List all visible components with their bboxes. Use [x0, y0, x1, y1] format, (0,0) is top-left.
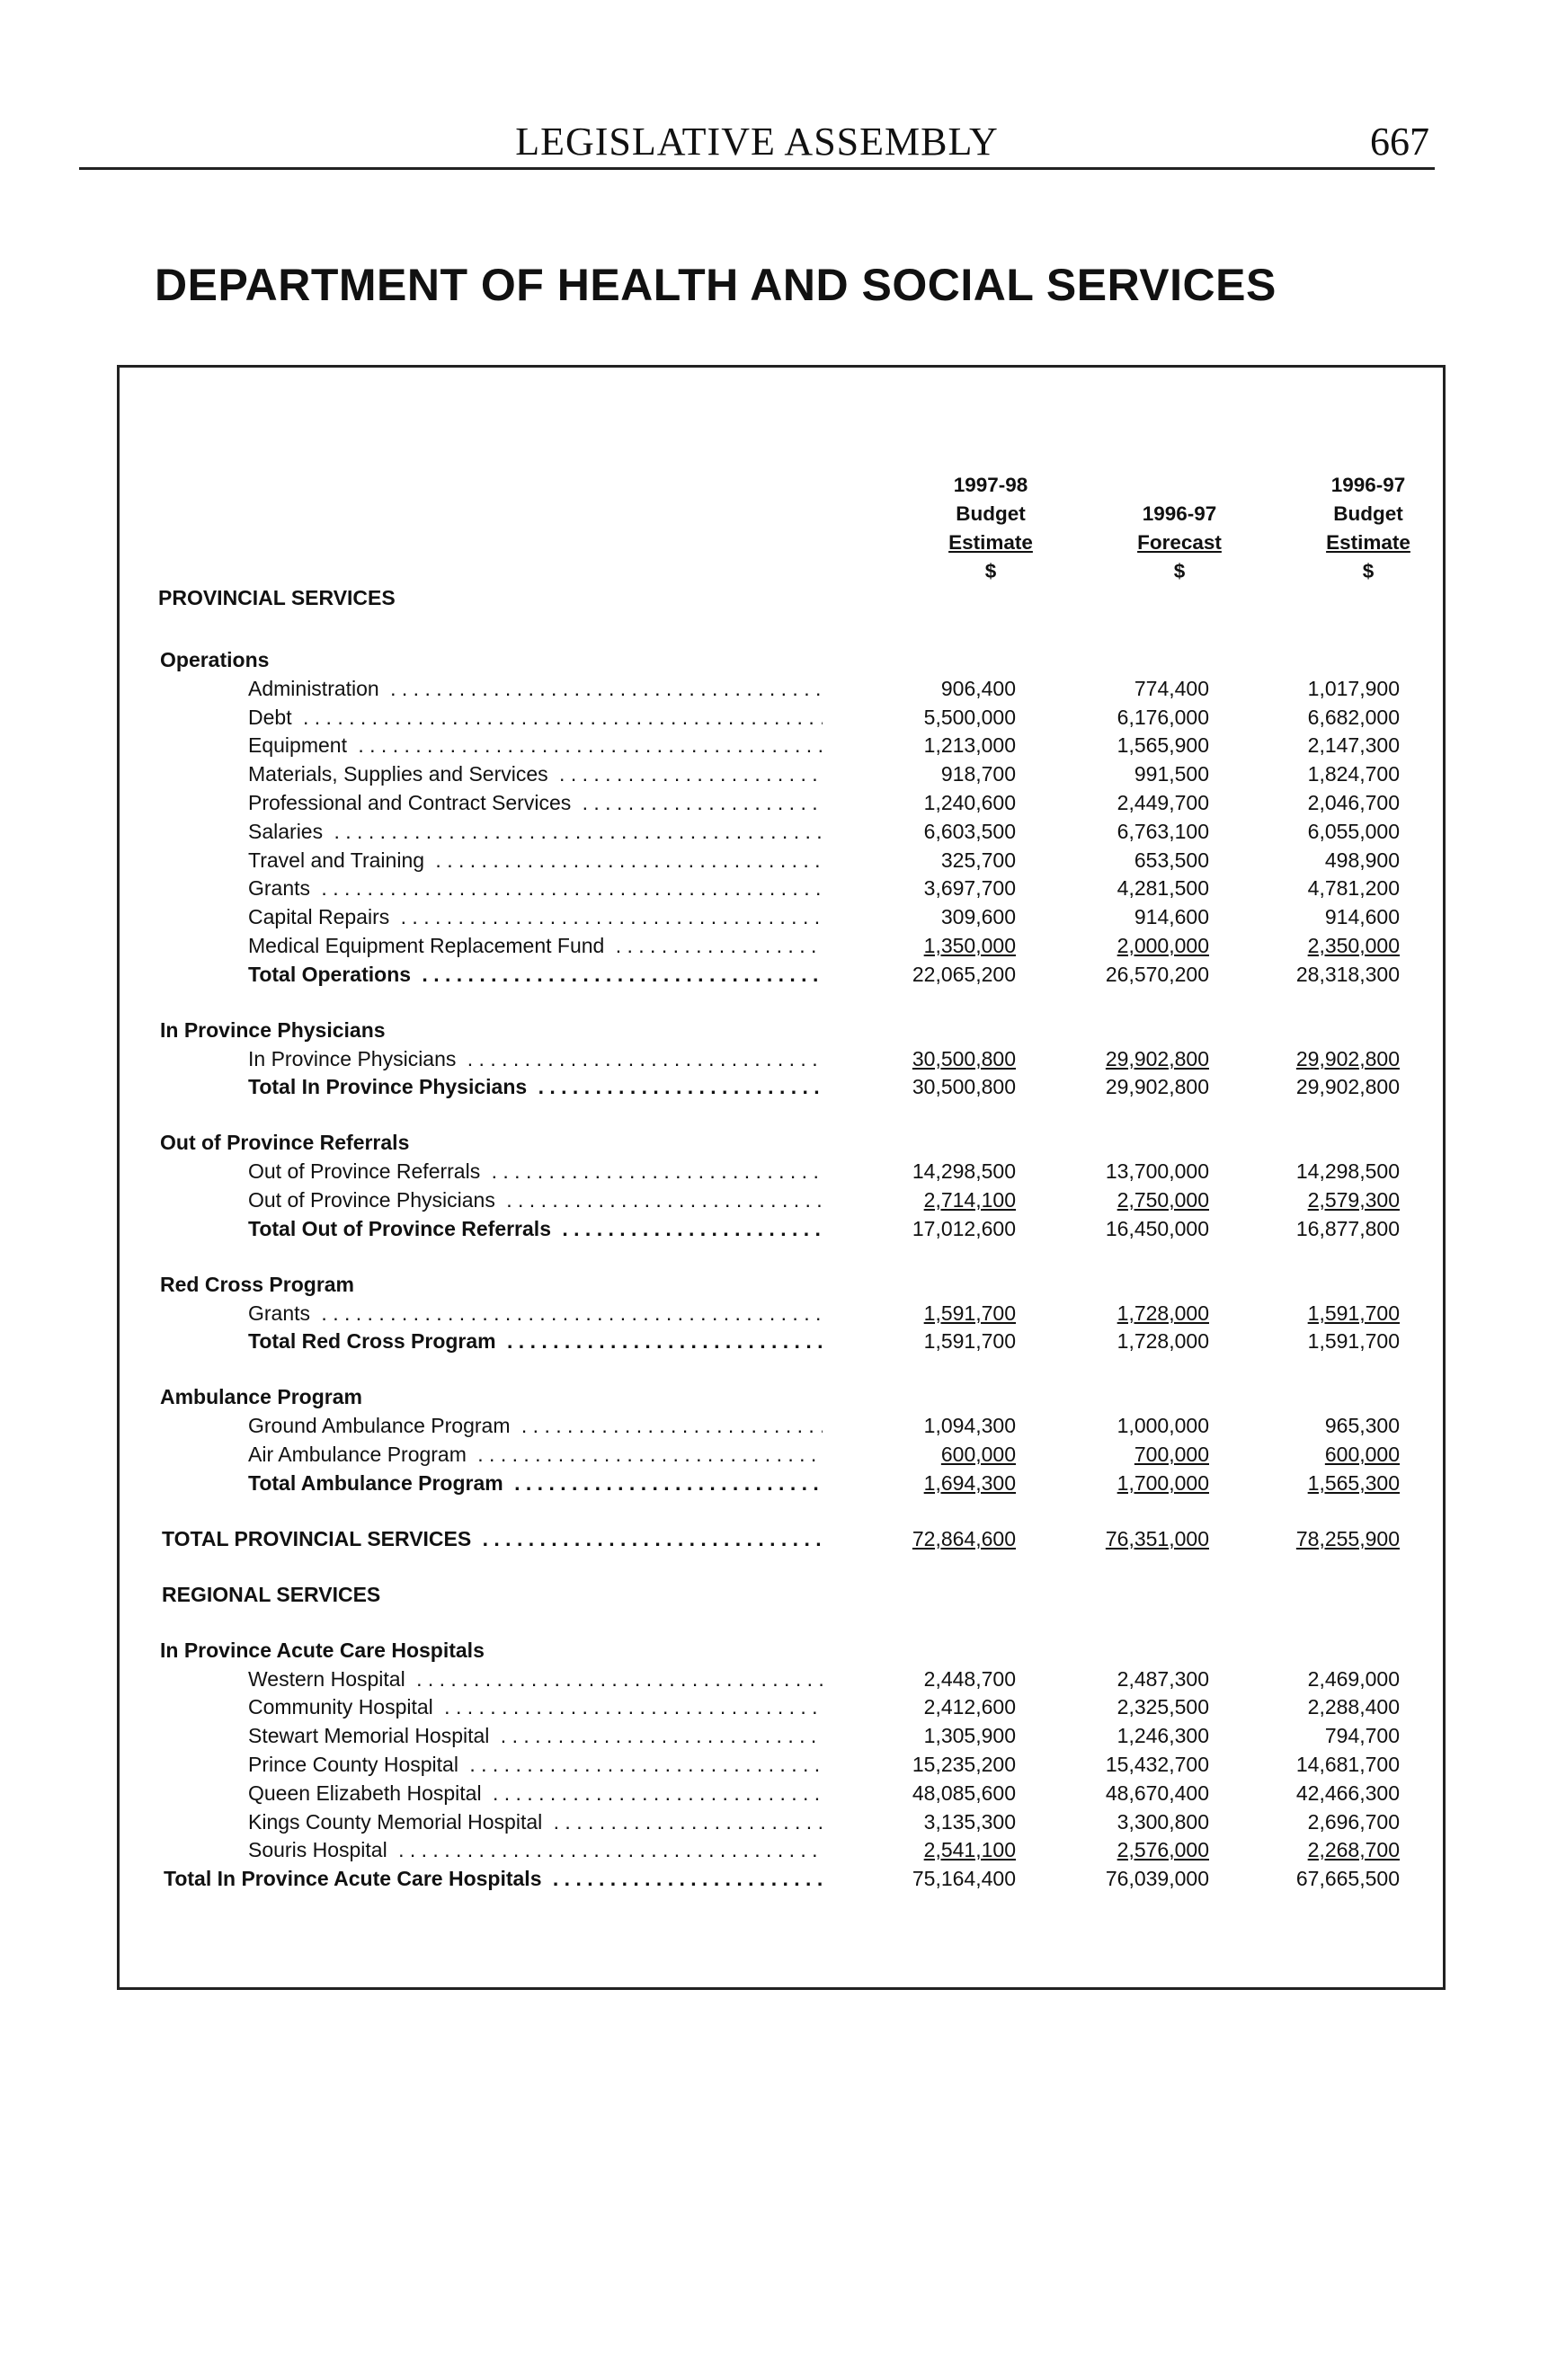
row-label: Red Cross Program: [160, 1273, 360, 1296]
row-value: 600,000: [940, 1443, 1016, 1466]
row-value: 2,487,300: [1117, 1667, 1209, 1691]
table-row: [0, 703, 1557, 732]
total-row: [0, 1469, 1557, 1497]
table-row: [0, 817, 1557, 846]
row-label: Medical Equipment Replacement Fund: [248, 934, 609, 957]
group-heading: [0, 1270, 1557, 1299]
row-value: 6,603,500: [923, 820, 1016, 843]
row-value: 29,902,800: [1295, 1047, 1400, 1070]
row-value: 30,500,800: [912, 1075, 1016, 1098]
row-label: In Province Physicians: [248, 1047, 461, 1070]
row-value: 2,268,700: [1307, 1838, 1400, 1861]
row-label: Grants: [248, 876, 316, 900]
row-label: Western Hospital: [248, 1667, 411, 1691]
section-heading: [0, 1580, 1557, 1609]
table-row: [0, 874, 1557, 902]
row-value: 29,902,800: [1295, 1075, 1400, 1098]
row-value: 78,255,900: [1295, 1527, 1400, 1550]
table-row: [0, 731, 1557, 759]
row-label: Debt: [248, 706, 298, 729]
group-heading: [0, 1382, 1557, 1411]
column-header-line: Estimate: [1326, 531, 1410, 554]
section-heading-provincial: PROVINCIAL SERVICES: [158, 586, 396, 609]
table-row: [0, 902, 1557, 931]
row-label: Professional and Contract Services: [248, 791, 576, 814]
row-label: Equipment: [248, 733, 352, 757]
table-row: [0, 1157, 1557, 1186]
row-value: 600,000: [1324, 1443, 1400, 1466]
row-value: 991,500: [1134, 762, 1209, 786]
group-heading: [0, 1128, 1557, 1157]
row-value: 1,350,000: [923, 934, 1016, 957]
row-label: Total In Province Physicians: [248, 1075, 532, 1098]
row-value: 2,046,700: [1307, 791, 1400, 814]
table-row: [0, 1186, 1557, 1214]
row-value: 1,213,000: [923, 733, 1016, 757]
table-row: [0, 1721, 1557, 1750]
column-header-budget-1996: [1260, 471, 1476, 586]
row-value: 72,864,600: [912, 1527, 1016, 1550]
row-label: TOTAL PROVINCIAL SERVICES: [162, 1527, 476, 1550]
total-row: [0, 1524, 1557, 1553]
group-heading: [0, 1636, 1557, 1665]
row-value: 1,305,900: [923, 1724, 1016, 1747]
column-header-line: $: [1362, 560, 1375, 582]
table-row: [0, 846, 1557, 875]
row-label: Salaries: [248, 820, 328, 843]
row-value: 2,448,700: [923, 1667, 1016, 1691]
row-value: 1,246,300: [1117, 1724, 1209, 1747]
row-value: 29,902,800: [1105, 1075, 1209, 1098]
row-value: 3,300,800: [1117, 1810, 1209, 1834]
row-value: 918,700: [940, 762, 1016, 786]
row-value: 26,570,200: [1105, 963, 1209, 986]
column-header-line: [1072, 471, 1287, 500]
row-value: 325,700: [940, 848, 1016, 872]
row-value: 2,469,000: [1307, 1667, 1400, 1691]
row-value: 15,235,200: [912, 1753, 1016, 1776]
column-header-line: Budget: [956, 502, 1026, 525]
row-value: 1,728,000: [1117, 1329, 1209, 1353]
row-label: Queen Elizabeth Hospital: [248, 1781, 487, 1805]
table-row: [0, 1835, 1557, 1864]
row-value: 1,591,700: [923, 1329, 1016, 1353]
row-value: 76,351,000: [1105, 1527, 1209, 1550]
row-value: 6,682,000: [1307, 706, 1400, 729]
group-heading: [0, 1016, 1557, 1044]
row-label: Souris Hospital: [248, 1838, 393, 1861]
row-value: 67,665,500: [1295, 1867, 1400, 1890]
row-value: 3,135,300: [923, 1810, 1016, 1834]
table-row: [0, 1750, 1557, 1779]
row-label: Ambulance Program: [160, 1385, 368, 1408]
total-row: [0, 1864, 1557, 1893]
row-value: 2,541,100: [923, 1838, 1016, 1861]
total-row: [0, 960, 1557, 989]
page-header: [79, 115, 1435, 170]
row-label: Out of Province Referrals: [160, 1131, 414, 1154]
row-value: 2,325,500: [1117, 1695, 1209, 1718]
row-value: 42,466,300: [1295, 1781, 1400, 1805]
row-value: 965,300: [1324, 1414, 1400, 1437]
table-row: [0, 1411, 1557, 1440]
page-number: 667: [1370, 120, 1429, 164]
row-label: Total Operations: [248, 963, 416, 986]
row-label: Administration: [248, 677, 385, 700]
row-label: Stewart Memorial Hospital: [248, 1724, 494, 1747]
total-row: [0, 1072, 1557, 1101]
row-label: Kings County Memorial Hospital: [248, 1810, 547, 1834]
row-value: 1,240,600: [923, 791, 1016, 814]
table-row: [0, 1779, 1557, 1807]
row-value: 794,700: [1324, 1724, 1400, 1747]
row-label: Grants: [248, 1301, 316, 1325]
row-value: 17,012,600: [912, 1217, 1016, 1240]
table-row: [0, 1440, 1557, 1469]
row-value: 1,000,000: [1117, 1414, 1209, 1437]
total-row: [0, 1327, 1557, 1355]
row-value: 653,500: [1134, 848, 1209, 872]
row-value: 914,600: [1134, 905, 1209, 928]
row-value: 1,017,900: [1307, 677, 1400, 700]
row-value: 4,281,500: [1117, 876, 1209, 900]
row-value: 498,900: [1324, 848, 1400, 872]
table-row: [0, 759, 1557, 788]
row-value: 6,055,000: [1307, 820, 1400, 843]
row-value: 14,298,500: [912, 1159, 1016, 1183]
row-value: 1,565,300: [1307, 1471, 1400, 1495]
row-value: 15,432,700: [1105, 1753, 1209, 1776]
row-value: 700,000: [1134, 1443, 1209, 1466]
row-label: Out of Province Referrals: [248, 1159, 485, 1183]
row-value: 2,449,700: [1117, 791, 1209, 814]
table-row: [0, 788, 1557, 817]
row-value: 2,750,000: [1117, 1188, 1209, 1212]
row-value: 14,298,500: [1295, 1159, 1400, 1183]
row-value: 75,164,400: [912, 1867, 1016, 1890]
table-row: [0, 1807, 1557, 1836]
row-value: 1,591,700: [1307, 1329, 1400, 1353]
row-value: 13,700,000: [1105, 1159, 1209, 1183]
row-value: 4,781,200: [1307, 876, 1400, 900]
row-value: 6,763,100: [1117, 820, 1209, 843]
column-header-line: $: [1173, 560, 1186, 582]
row-label: In Province Physicians: [160, 1018, 391, 1042]
row-value: 3,697,700: [923, 876, 1016, 900]
total-row: [0, 1214, 1557, 1243]
row-value: 6,176,000: [1117, 706, 1209, 729]
table-row: [0, 1044, 1557, 1073]
row-value: 1,824,700: [1307, 762, 1400, 786]
row-value: 16,450,000: [1105, 1217, 1209, 1240]
row-value: 28,318,300: [1295, 963, 1400, 986]
row-value: 76,039,000: [1105, 1867, 1209, 1890]
table-row: [0, 674, 1557, 703]
table-row: [0, 931, 1557, 960]
column-header-budget-1997: [883, 471, 1099, 586]
row-value: 1,591,700: [923, 1301, 1016, 1325]
table-row: [0, 1692, 1557, 1721]
row-value: 914,600: [1324, 905, 1400, 928]
row-value: 48,085,600: [912, 1781, 1016, 1805]
row-label: Community Hospital: [248, 1695, 439, 1718]
column-header-line: Estimate: [948, 531, 1033, 554]
row-value: 2,576,000: [1117, 1838, 1209, 1861]
row-value: 1,565,900: [1117, 733, 1209, 757]
row-value: 29,902,800: [1105, 1047, 1209, 1070]
row-value: 30,500,800: [912, 1047, 1016, 1070]
column-header-line: 1997-98: [953, 474, 1028, 496]
row-value: 2,412,600: [923, 1695, 1016, 1718]
row-value: 906,400: [940, 677, 1016, 700]
row-label: Total Ambulance Program: [248, 1471, 509, 1495]
header-title: LEGISLATIVE ASSEMBLY: [515, 120, 999, 164]
row-value: 1,728,000: [1117, 1301, 1209, 1325]
column-header-forecast-1996: [1072, 471, 1287, 586]
row-label: In Province Acute Care Hospitals: [160, 1638, 490, 1662]
row-label: Total Out of Province Referrals: [248, 1217, 556, 1240]
row-label: Total In Province Acute Care Hospitals: [164, 1867, 547, 1890]
row-value: 14,681,700: [1295, 1753, 1400, 1776]
row-label: Air Ambulance Program: [248, 1443, 472, 1466]
row-label: Prince County Hospital: [248, 1753, 464, 1776]
row-value: 1,694,300: [923, 1471, 1016, 1495]
row-value: 2,696,700: [1307, 1810, 1400, 1834]
row-value: 309,600: [940, 905, 1016, 928]
row-label: Ground Ambulance Program: [248, 1414, 516, 1437]
row-label: Total Red Cross Program: [248, 1329, 502, 1353]
row-value: 1,591,700: [1307, 1301, 1400, 1325]
row-value: 2,714,100: [923, 1188, 1016, 1212]
group-heading: [0, 645, 1557, 674]
row-label: REGIONAL SERVICES: [162, 1583, 386, 1606]
column-header-line: Budget: [1333, 502, 1403, 525]
row-value: 48,670,400: [1105, 1781, 1209, 1805]
row-value: 2,350,000: [1307, 934, 1400, 957]
row-value: 16,877,800: [1295, 1217, 1400, 1240]
column-header-line: $: [984, 560, 997, 582]
row-label: Travel and Training: [248, 848, 430, 872]
column-header-line: 1996-97: [1330, 474, 1406, 496]
row-label: Capital Repairs: [248, 905, 395, 928]
table-row: [0, 1299, 1557, 1328]
row-value: 5,500,000: [923, 706, 1016, 729]
row-label: Materials, Supplies and Services: [248, 762, 554, 786]
row-value: 1,094,300: [923, 1414, 1016, 1437]
row-value: 2,000,000: [1117, 934, 1209, 957]
column-header-line: Forecast: [1137, 531, 1222, 554]
row-value: 1,700,000: [1117, 1471, 1209, 1495]
department-title: DEPARTMENT OF HEALTH AND SOCIAL SERVICES: [155, 260, 1277, 310]
row-label: Operations: [160, 648, 274, 671]
row-value: 22,065,200: [912, 963, 1016, 986]
table-row: [0, 1665, 1557, 1693]
row-value: 2,579,300: [1307, 1188, 1400, 1212]
row-value: 2,147,300: [1307, 733, 1400, 757]
row-label: Out of Province Physicians: [248, 1188, 501, 1212]
row-value: 2,288,400: [1307, 1695, 1400, 1718]
row-value: 774,400: [1134, 677, 1209, 700]
column-header-line: 1996-97: [1142, 502, 1217, 525]
